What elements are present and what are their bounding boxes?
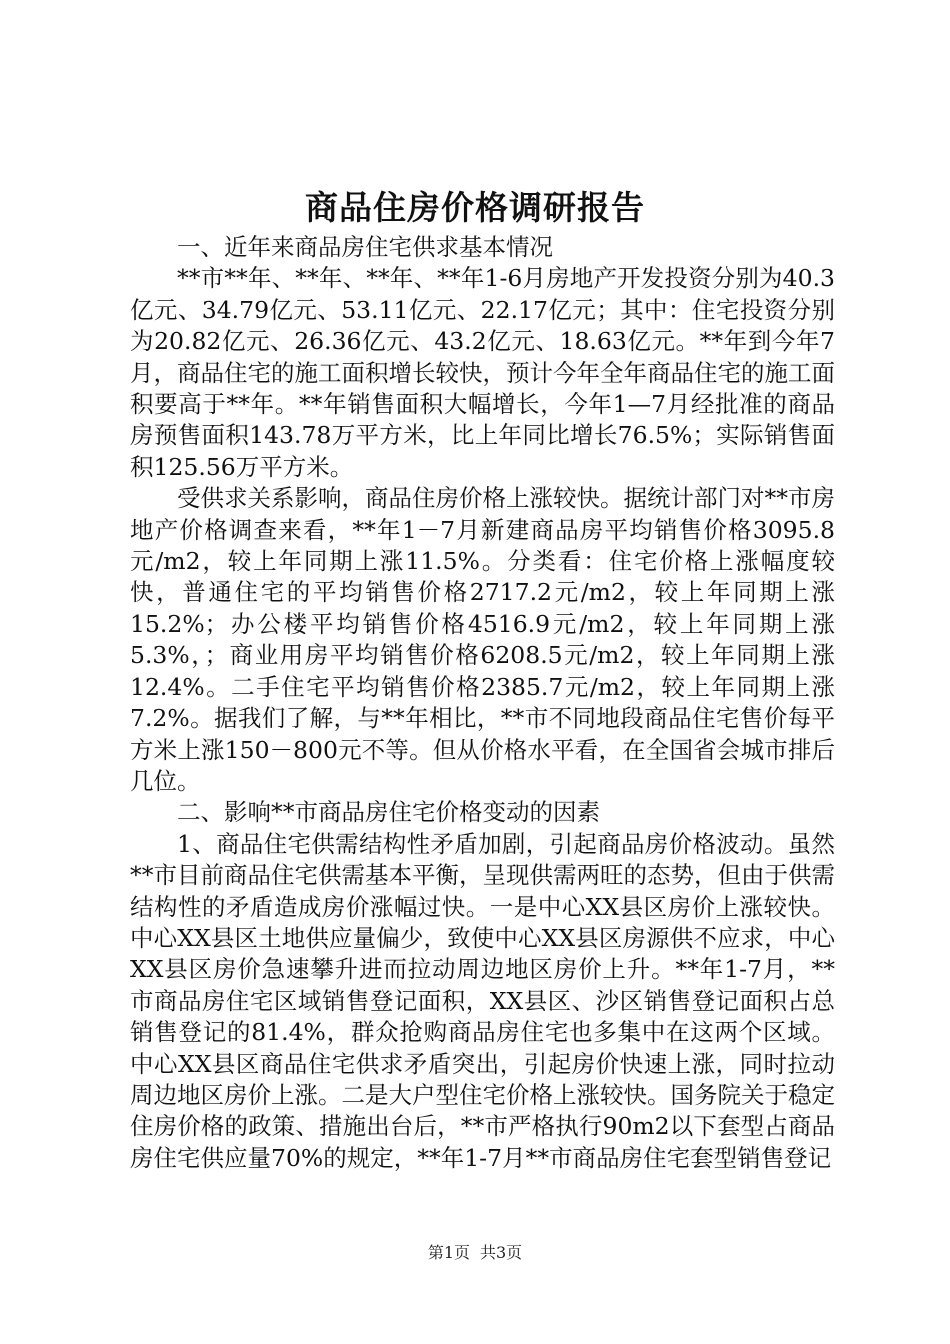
page-total: 共3页: [480, 1243, 523, 1262]
document-body: [130, 232, 835, 1174]
page-footer: [0, 1241, 950, 1265]
section-heading-2: 二、影响**市商品房住宅价格变动的因素: [177, 798, 600, 827]
page-number: 第1页: [427, 1243, 470, 1262]
section-heading-1: 一、近年来商品房住宅供求基本情况: [177, 233, 553, 261]
paragraph: **市**年、**年、**年、**年1-6月房地产开发投资分别为40.3亿元、34.79亿元、53.11亿元、22.17亿元；其中：住宅投资分别为20.82亿元、26.36亿元、43.2亿元、18.63亿元。**年到今年7月，商品住宅的施工面积增长较快，预计今年全年商品住宅的施工面积要高于**年。**年销售面积大幅增长，今年1—7月经批准的商品房预售面积143.78万平方米，比上年同比增长76.5%；实际销售面积125.56万平方米。: [130, 264, 835, 481]
paragraph: 1、商品住宅供需结构性矛盾加剧，引起商品房价格波动。虽然**市目前商品住宅供需基本平衡，呈现供需两旺的态势，但由于供需结构性的矛盾造成房价涨幅过快。一是中心XX县区房价上涨较快。中心XX县区土地供应量偏少，致使中心XX县区房源供不应求，中心XX县区房价急速攀升进而拉动周边地区房价上升。**年1-7月，**市商品房住宅区域销售登记面积，XX县区、沙区销售登记面积占总销售登记的81.4%，群众抢购商品房住宅也多集中在这两个区域。中心XX县区商品住宅供求矛盾突出，引起房价快速上涨，同时拉动周边地区房价上涨。二是大户型住宅价格上涨较快。国务院关于稳定住房价格的政策、措施出台后，**市严格执行90m2以下套型占商品房住宅供应量70%的规定，**年1-7月**市商品房住宅套型销售登记: [130, 829, 835, 1172]
document-title: 商品住房价格调研报告: [305, 188, 645, 227]
paragraph: 受供求关系影响，商品住房价格上涨较快。据统计部门对**市房地产价格调查来看，**年1－7月新建商品房平均销售价格3095.8元/m2，较上年同期上涨11.5%。分类看：住宅价格上涨幅度较快，普通住宅的平均销售价格2717.2元/m2，较上年同期上涨15.2%；办公楼平均销售价格4516.9元/m2，较上年同期上涨5.3%，；商业用房平均销售价格6208.5元/m2，较上年同期上涨12.4%。二手住宅平均销售价格2385.7元/m2，较上年同期上涨7.2%。据我们了解，与**年相比，**市不同地段商品住宅售价每平方米上涨150－800元不等。但从价格水平看，在全国省会城市排后几位。: [130, 484, 835, 795]
